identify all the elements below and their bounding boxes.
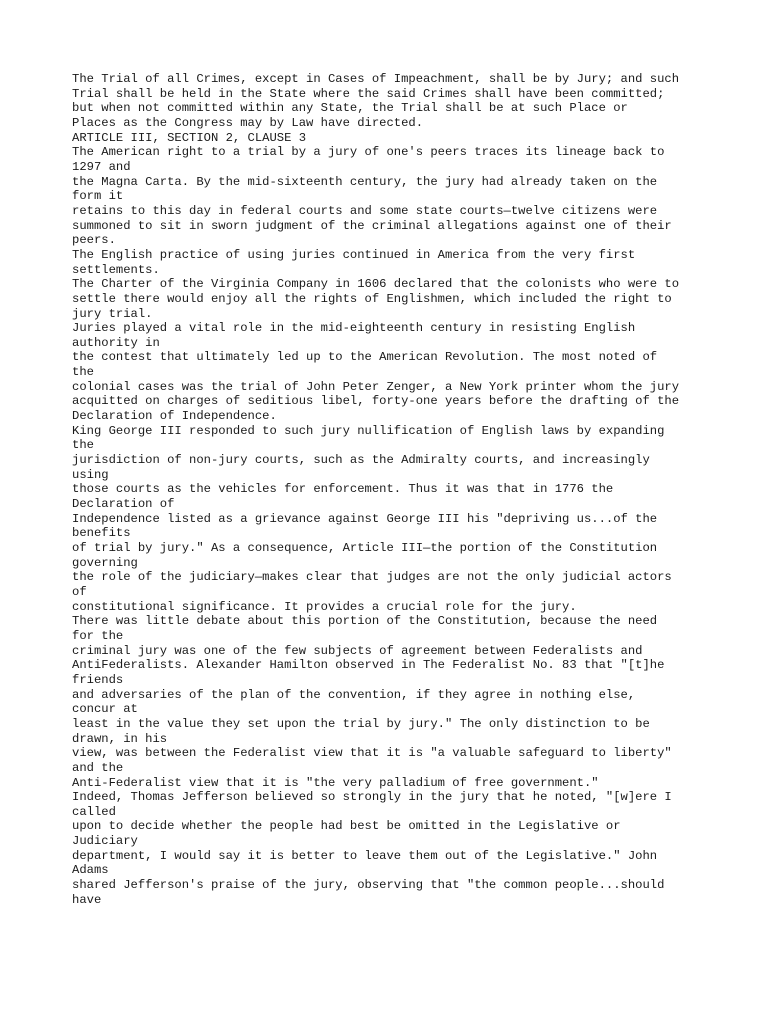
text-line: view, was between the Federalist view that it is "a valuable safeguard to liberty" — [72, 746, 672, 761]
text-line: There was little debate about this portion of the Constitution, because the need — [72, 614, 658, 629]
text-line: summoned to sit in sworn judgment of the criminal allegations against one of their — [72, 218, 672, 233]
text-line: Anti-Federalist view that it is "the very palladium of free government." — [72, 775, 599, 790]
text-line: and adversaries of the plan of the convention, if they agree in nothing else, — [72, 687, 636, 702]
text-line: benefits — [72, 526, 131, 541]
text-line: but when not committed within any State, the Trial shall be at such Place or — [72, 101, 628, 116]
document-page — [72, 72, 712, 907]
text-line: the contest that ultimately led up to the American Revolution. The most noted of — [72, 350, 658, 365]
text-line: of — [72, 584, 87, 599]
text-line: those courts as the vehicles for enforcement. Thus it was that in 1776 the — [72, 482, 614, 497]
text-line: The Trial of all Crimes, except in Cases of Impeachment, shall be by Jury; and such — [72, 72, 680, 86]
text-line: settlements. — [72, 262, 160, 277]
text-line: The American right to a trial by a jury of one's peers traces its lineage back to — [72, 145, 665, 160]
text-line: the — [72, 438, 94, 453]
text-line: and the — [72, 760, 124, 775]
text-line: governing — [72, 555, 138, 570]
text-line: The Charter of the Virginia Company in 1606 declared that the colonists who were to — [72, 277, 680, 292]
text-line: criminal jury was one of the few subjects of agreement between Federalists and — [72, 643, 643, 658]
text-line: Trial shall be held in the State where the said Crimes shall have been committed; — [72, 86, 665, 101]
text-line: for the — [72, 628, 124, 643]
text-line: drawn, in his — [72, 731, 168, 746]
text-line: Adams — [72, 863, 109, 878]
text-line: acquitted on charges of seditious libel, forty-one years before the drafting of the — [72, 394, 680, 409]
text-line: constitutional significance. It provides a crucial role for the jury. — [72, 599, 577, 614]
text-line: friends — [72, 672, 124, 687]
text-line: least in the value they set upon the trial by jury." The only distinction to be — [72, 716, 650, 731]
text-line: department, I would say it is better to leave them out of the Legislative." John — [72, 848, 658, 863]
text-line: concur at — [72, 702, 138, 717]
text-line: the Magna Carta. By the mid-sixteenth century, the jury had already taken on the — [72, 174, 658, 189]
text-line: the role of the judiciary—makes clear that judges are not the only judicial actors — [72, 570, 672, 585]
text-line: upon to decide whether the people had best be omitted in the Legislative or — [72, 819, 621, 834]
text-line: ARTICLE III, SECTION 2, CLAUSE 3 — [72, 130, 307, 145]
text-line: Independence listed as a grievance against George III his "depriving us...of the — [72, 511, 658, 526]
text-line: Judiciary — [72, 834, 138, 849]
text-line: peers. — [72, 233, 116, 248]
text-line: have — [72, 892, 102, 907]
text-line: using — [72, 467, 109, 482]
text-line: Juries played a vital role in the mid-eighteenth century in resisting English — [72, 321, 636, 336]
text-line: The English practice of using juries continued in America from the very first — [72, 247, 636, 262]
text-line: jury trial. — [72, 306, 153, 321]
text-line: jurisdiction of non-jury courts, such as the Admiralty courts, and increasingly — [72, 453, 650, 468]
text-line: the — [72, 365, 94, 380]
text-line: AntiFederalists. Alexander Hamilton observed in The Federalist No. 83 that "[t]he — [72, 658, 665, 673]
document-text-body — [72, 72, 712, 907]
text-line: 1297 and — [72, 159, 131, 174]
text-line: retains to this day in federal courts and some state courts—twelve citizens were — [72, 203, 658, 218]
text-line: Places as the Congress may by Law have directed. — [72, 115, 424, 130]
text-line: of trial by jury." As a consequence, Article III—the portion of the Constitution — [72, 541, 658, 555]
text-line: form it — [72, 189, 124, 204]
text-line: settle there would enjoy all the rights of Englishmen, which included the right to — [72, 291, 672, 306]
text-line: Declaration of — [72, 497, 175, 512]
text-line: shared Jefferson's praise of the jury, observing that "the common people...should — [72, 878, 665, 893]
text-line: King George III responded to such jury nullification of English laws by expanding — [72, 423, 665, 438]
text-line: called — [72, 804, 116, 819]
text-line: Declaration of Independence. — [72, 409, 277, 424]
text-line: Indeed, Thomas Jefferson believed so strongly in the jury that he noted, "[w]ere I — [72, 790, 672, 805]
text-line: authority in — [72, 335, 160, 350]
text-line: colonial cases was the trial of John Peter Zenger, a New York printer whom the jury — [72, 379, 680, 394]
